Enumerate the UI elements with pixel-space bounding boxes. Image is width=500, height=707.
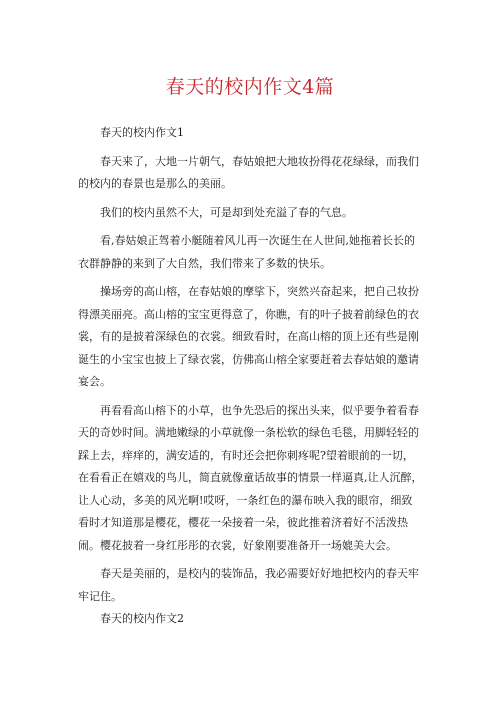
paragraph-5: 再看看高山榕下的小草，也争先恐后的探出头来，似乎要争着看春天的奇妙时间。满地嫩绿的小草就像一条松软的绿色毛毯，用脚轻轻的踩上去，痒痒的，满安适的，有时还会把你刺疼呢?望着眼前的一切，在看看正在嬉戏的鸟儿，简直就像童话故事的情景一样逼真,让人沉醉，让人心动，多美的风光啊!哎呀，一条红色的瀑布映入我的眼帘，细致看时才知道那是樱花，樱花一朵接着一朵，彼此推着济着好不活泼热闹。樱花披着一身红彤彤的衣裳，好象刚要准备开一场媲美大会。 xyxy=(78,403,423,552)
paragraph-2: 我们的校内虽然不大，可是却到处充溢了春的气息。 xyxy=(100,205,353,219)
paragraph-4: 操场旁的高山榕，在春姑娘的摩挲下，突然兴奋起来，把自己妆扮得漂美丽亮。高山榕的宝宝更得意了，你瞧，有的叶子披着前绿色的衣裳，有的是披着深绿色的衣裳。细致看时，在高山榕的顶上还有些是刚诞生的小宝宝也披上了绿衣裳，仿佛高山榕全家要赶着去春姑娘的邀请宴会。 xyxy=(78,285,419,388)
paragraph-6: 春天是美丽的，是校内的装饰品，我必需要好好地把校内的春天牢牢记住。 xyxy=(78,567,419,603)
section-heading-2: 春天的校内作文2 xyxy=(100,612,184,625)
document-title: 春天的校内作文4篇 xyxy=(165,76,335,98)
paragraph-1: 春天来了，大地一片朝气，春姑娘把大地妆扮得花花绿绿，而我们的校内的春景也是那么的美丽。 xyxy=(78,154,419,190)
document-body xyxy=(78,122,423,631)
section-heading-1: 春天的校内作文1 xyxy=(100,126,184,139)
paragraph-3: 看,春姑娘正驾着小艇随着风儿再一次诞生在人世间,她拖着长长的衣群静静的来到了大自然，我们带来了多数的快乐。 xyxy=(78,234,415,270)
